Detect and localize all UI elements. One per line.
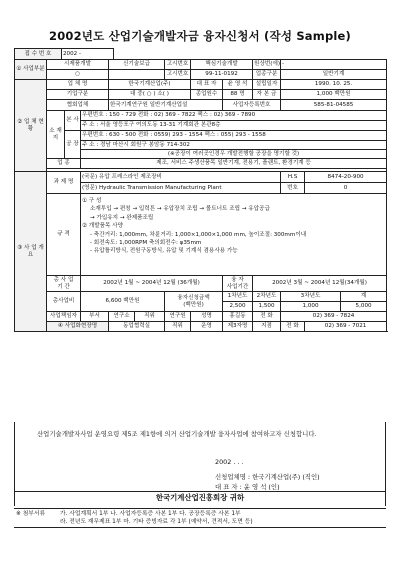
- manager-name-label: 성명: [191, 312, 223, 322]
- site-name-value[interactable]: 지점: [253, 322, 281, 332]
- spec-line: ② 개발품목 사양: [82, 223, 123, 230]
- loan-request-label: 융자신청금액 (백만원): [165, 292, 223, 312]
- employees-label: 종업원수: [191, 90, 223, 100]
- company-name-value[interactable]: 한국기계산업(주): [109, 80, 191, 90]
- year-2-label: 2차년도: [253, 292, 281, 302]
- representative-label: 대 표 자: [191, 80, 223, 90]
- business-area-option-1: 시제품개발: [47, 60, 109, 70]
- spec-line: ① 구 성: [82, 198, 102, 204]
- capital-label: 자 본 금: [253, 90, 281, 100]
- spec-line: 소재투입 → 편칭 → 입력튼 → 유압장치 조립 → 볼트너트 조립 → 유압공급: [90, 206, 270, 213]
- hs-number-value[interactable]: 0: [305, 183, 387, 194]
- company-name-label: 업 체 명: [47, 80, 109, 90]
- loan-period-value[interactable]: 2002년 3월 ~ 2004년 12월(34개월): [253, 276, 387, 292]
- attachments: [14, 508, 386, 528]
- business-area-option-2: 신기술보급: [109, 60, 165, 70]
- site-position-label: 직위: [165, 322, 191, 332]
- business-area-label: ① 사업부분: [15, 60, 47, 80]
- spec-line: - 축간거리: 1,000mm, 차륜거리: 1,000×1,000×1,000 mm, 높이조절: 300mm이내: [90, 231, 307, 238]
- manager-tel-value[interactable]: 02) 369 - 7824: [281, 312, 387, 322]
- site-tel-label: 전 화: [281, 322, 305, 332]
- manager-name-value[interactable]: 홍길동: [223, 312, 253, 322]
- core-tech-label: 핵심기술개발: [191, 60, 253, 70]
- factory-label: 공 장: [65, 131, 81, 159]
- industry-value[interactable]: 일반기계: [281, 70, 387, 80]
- notice-no-label: 고시번호: [165, 70, 191, 80]
- specification-body[interactable]: [81, 194, 387, 276]
- declaration-text: 산업기술개발자사업 운영요령 제5조 제1항에 의거 산업기술개발 융자사업에 참여하고자 신청합니다.: [37, 430, 317, 438]
- project-name-label: 과 제 명: [47, 172, 81, 194]
- total-amount[interactable]: 5,000: [341, 302, 387, 312]
- attachments-line-2: 라. 전년도 재무제표 1부 마. 기타 증빙자료 각 1부 (예약서, 견적서, 도면 등): [60, 519, 253, 525]
- site-name-label: 제3자명: [223, 322, 253, 332]
- site-tel-value[interactable]: 02) 369 - 7021: [305, 322, 387, 332]
- total-period-label: 총 사 업 기 간: [47, 276, 81, 292]
- form-title: 2002년도 산업기술개발자금 융자신청서 (작성 Sample): [49, 29, 351, 43]
- capital-value[interactable]: 1,000 백만원: [281, 90, 387, 100]
- business-area-check-2[interactable]: [109, 70, 165, 80]
- manager-dept-label: 부서: [81, 312, 109, 322]
- hq-contact[interactable]: 우편번호 : 150 - 729 전화 : 02) 369 - 7822 팩스 : 02) 369 - 7890: [81, 111, 387, 121]
- site-dept-value[interactable]: 동업협력실: [109, 322, 165, 332]
- ceo-name[interactable]: 대 표 자 : 윤 영 석 (인): [215, 483, 280, 491]
- association-value[interactable]: 한국기계연구원 일반기계산업설: [109, 100, 223, 111]
- representative-value[interactable]: 윤 영 석: [223, 80, 253, 90]
- factory-address[interactable]: 주 소 : 경남 마산시 회원구 봉암동 714-302: [81, 141, 387, 150]
- project-manager-label: 사업책임자: [47, 312, 81, 322]
- attachments-label: ※ 첨부서류: [16, 511, 46, 517]
- year-1-label: 1차년도: [223, 292, 253, 302]
- business-no-value[interactable]: 585-81-04585: [281, 100, 387, 111]
- established-value[interactable]: 1990. 10. 25.: [281, 80, 387, 90]
- year-1-amount[interactable]: 2,500: [223, 302, 253, 312]
- sector-label: 업 종: [47, 159, 81, 169]
- year-total-label: 계: [341, 292, 387, 302]
- project-overview-label: ③ 사 업 개 요: [15, 172, 47, 332]
- specification-label: 규 격: [47, 194, 81, 276]
- manager-dept-value[interactable]: 연구소: [109, 312, 135, 322]
- project-name-kr[interactable]: (국문) 유압 프레스라인 제조장비: [81, 172, 281, 183]
- receipt-label: 접 수 번 호: [15, 49, 62, 60]
- notice-label: 고시번호: [165, 60, 191, 70]
- manager-tel-label: 전 화: [253, 312, 281, 322]
- company-type-label: 기업구분: [47, 90, 109, 100]
- attachments-line-1: 가. 사업계획서 1부 나. 사업자등록증 사본 1부 다. 공장등록증 사본 1부: [60, 511, 241, 517]
- declaration-block: [14, 422, 386, 492]
- employees-value[interactable]: 88 명: [223, 90, 253, 100]
- loan-period-label: 융 자 사업기간: [223, 276, 253, 292]
- hq-address[interactable]: 주 소 : 서울 영등포구 여의도동 13-31 기계회관 본관8층: [81, 121, 387, 131]
- factory-contact[interactable]: 우편번호 : 630 - 500 전화 : 0559) 293 - 1554 팩스 : 055) 293 - 1558: [81, 131, 387, 141]
- manager-position-value[interactable]: 연구원: [165, 312, 191, 322]
- industry-label: 업종구분: [253, 70, 281, 80]
- year-3-label: 3차년도: [281, 292, 341, 302]
- spec-line: → 가입유지 → 완제품조립: [90, 214, 154, 221]
- receipt-value[interactable]: 2002 -: [62, 49, 114, 60]
- notice-no-value[interactable]: 99-11-0192: [191, 70, 253, 80]
- hs-value[interactable]: 8474-20-900: [305, 172, 387, 183]
- company-status-label: ② 업 체 현 황: [15, 80, 47, 172]
- spec-line: - 유압틀리방식, 전원구동방식, 유압 및 기계식 겸용사용 가능: [90, 248, 238, 255]
- recipient: 한국기계산업진흥회장 귀하: [14, 492, 386, 506]
- project-name-en[interactable]: (영문) Hydraulic Transmission Manufacturing Plant: [81, 183, 281, 194]
- year-3-amount[interactable]: 1,000: [281, 302, 341, 312]
- hs-label: H.S: [281, 172, 305, 183]
- category-no-value[interactable]: -: [281, 60, 387, 70]
- total-cost-value[interactable]: 6,600 백만원: [81, 292, 165, 312]
- total-period-value[interactable]: 2002년 1월 ~ 2004년 12월 (36개월): [81, 276, 223, 292]
- association-label: 협회업체: [47, 100, 109, 111]
- category-no-label: 원상번(에): [253, 60, 281, 70]
- spec-line: - 회전속도: 1,000RPM 축의회전수: φ35mm: [90, 240, 202, 247]
- factory-note: (※공장이 여러곳인경우 개발전행할 공장을 명기할 것): [81, 150, 387, 159]
- total-cost-label: 총사업비: [47, 292, 81, 312]
- sector-value[interactable]: 제조, 서비스 주생산품목 일반기계, 전용기, 플랜트, 환경기계 등: [81, 159, 387, 169]
- company-type-value[interactable]: 대 중( ○ ) 소( ): [109, 90, 191, 100]
- year-2-amount[interactable]: 1,500: [253, 302, 281, 312]
- hq-label: 본 사: [65, 111, 81, 131]
- business-area-check-1[interactable]: ○: [47, 70, 109, 80]
- declaration-date[interactable]: 2002 . . .: [215, 458, 244, 466]
- address-label: 소 재 지: [47, 111, 65, 159]
- business-no-label: 사업자등록번호: [223, 100, 281, 111]
- site-position-value[interactable]: 운영: [191, 322, 223, 332]
- established-label: 설립일자: [253, 80, 281, 90]
- application-table: [14, 59, 387, 332]
- hs-number-label: 번호: [281, 183, 305, 194]
- site-manager-label: ④ 사업화현장명: [47, 322, 109, 332]
- applicant-name[interactable]: 신청업체명 : 한국기계산업(주) (직인): [215, 473, 320, 481]
- manager-position-label: 직위: [135, 312, 165, 322]
